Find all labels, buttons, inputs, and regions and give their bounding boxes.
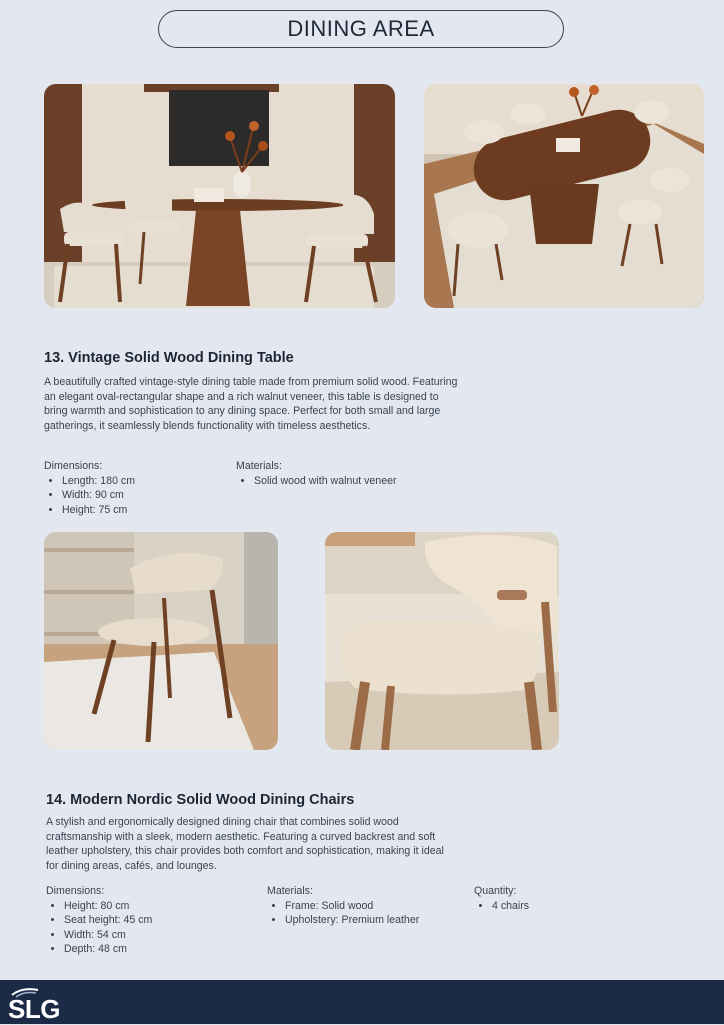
- materials-label: Materials:: [267, 885, 313, 897]
- dimensions-label: Dimensions:: [46, 885, 105, 897]
- product-14-description: A stylish and ergonomically designed dining chair that combines solid wood craftsmanship with a sleek, modern aesthetic. Featuring a curved backrest and soft leather upholstery, this chair provides both comfort and sophistication, making it ideal for dining areas, cafés, and lounges.: [46, 816, 444, 872]
- materials-label: Materials:: [236, 460, 282, 472]
- product-13-description: A beautifully crafted vintage-style dining table made from premium solid wood. Featuring an elegant oval-rectangular shape and a rich walnut veneer, this table is designed to bring warmth and sophistication to any dining space. Perfect for both small and large gatherings, it seamlessly blends functionality with timeless aesthetics.: [44, 376, 458, 432]
- product-13-heading: 13. Vintage Solid Wood Dining Table: [44, 350, 294, 366]
- dimension-item: • Width: 90 cm: [62, 488, 135, 503]
- dimension-item: • Height: 80 cm: [64, 899, 152, 914]
- product-14-quantity: [474, 884, 529, 913]
- quantity-label: Quantity:: [474, 885, 517, 897]
- chair-closeup-photo: [325, 532, 559, 750]
- slg-logo: [8, 986, 78, 1022]
- table-top-view-photo: [424, 84, 704, 308]
- dimension-item: • Seat height: 45 cm: [64, 913, 152, 928]
- chair-side-photo: [44, 532, 278, 750]
- material-item: • Frame: Solid wood: [285, 899, 419, 914]
- material-item: • Upholstery: Premium leather: [285, 913, 419, 928]
- product-14-materials: [267, 884, 419, 928]
- dimension-item: • Length: 180 cm: [62, 474, 135, 489]
- logo-text: SLG: [8, 994, 60, 1024]
- product-13-materials: [236, 459, 397, 488]
- material-item: • Solid wood with walnut veneer: [254, 474, 397, 489]
- dimensions-label: Dimensions:: [44, 460, 103, 472]
- table-front-photo: [44, 84, 395, 308]
- dimension-item: • Depth: 48 cm: [64, 942, 152, 957]
- product-13-dimensions: [44, 459, 135, 517]
- product-14-dimensions: [46, 884, 152, 957]
- footer-bar: [0, 980, 724, 1024]
- quantity-item: • 4 chairs: [492, 899, 529, 914]
- product-14-heading: 14. Modern Nordic Solid Wood Dining Chairs: [46, 792, 355, 808]
- page-title: DINING AREA: [158, 10, 564, 48]
- dimension-item: • Height: 75 cm: [62, 503, 135, 518]
- dimension-item: • Width: 54 cm: [64, 928, 152, 943]
